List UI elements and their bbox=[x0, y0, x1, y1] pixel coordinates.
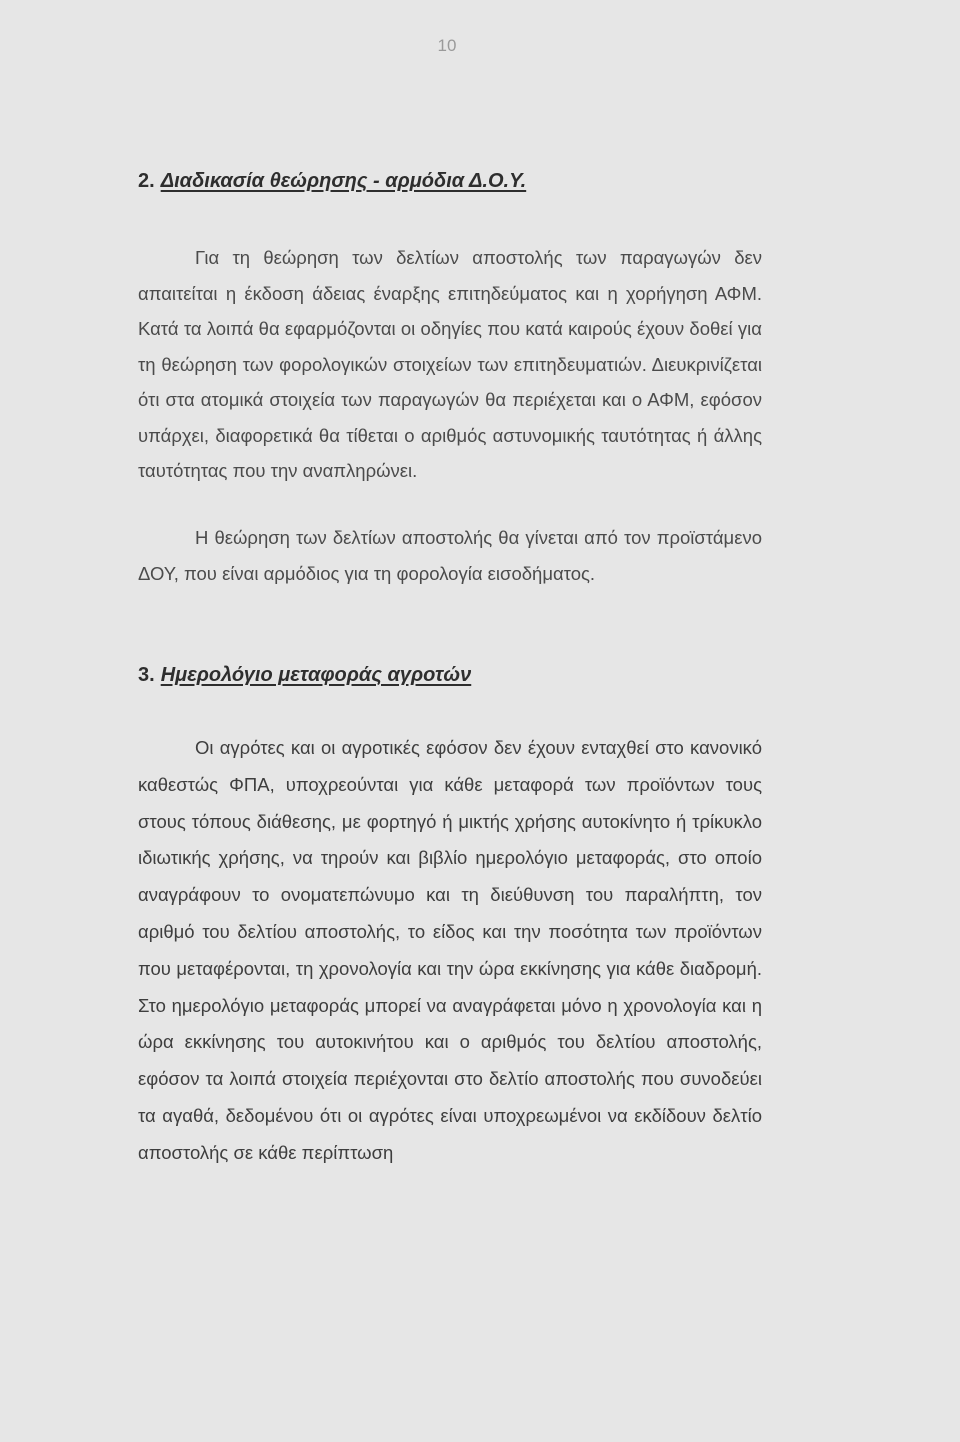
section-2-paragraph-1 bbox=[138, 240, 762, 489]
paragraph-text: Η θεώρηση των δελτίων αποστολής θα γίνεται από τον προϊστάμενο ΔΟΥ, που είναι αρμόδιος για τη φορολογία εισοδήματος. bbox=[138, 527, 762, 584]
section-3-number: 3. bbox=[138, 664, 155, 686]
section-2-number: 2. bbox=[138, 170, 155, 192]
section-3-heading bbox=[138, 664, 471, 687]
section-2-title: Διαδικασία θεώρησης - αρμόδια Δ.Ο.Υ. bbox=[160, 170, 527, 192]
paragraph-text: Για τη θεώρηση των δελτίων αποστολής των παραγωγών δεν απαιτείται η έκδοση άδειας έναρξης επιτηδεύματος και η χορήγηση ΑΦΜ. Κατά τα λοιπά θα εφαρμόζονται οι οδηγίες που κατά καιρούς έχουν δοθεί για τη θεώρηση των φορολογικών στοιχείων των επιτηδευματιών. Διευκρινίζεται ότι στα ατομικά στοιχεία των παραγωγών θα περιέχεται και ο ΑΦΜ, εφόσον υπάρχει, διαφορετικά θα τίθεται ο αριθμός αστυνομικής ταυτότητας ή άλλης ταυτότητας που την αναπληρώνει. bbox=[138, 247, 762, 481]
section-3-title: Ημερολόγιο μεταφοράς αγροτών bbox=[160, 664, 472, 686]
section-2-heading bbox=[138, 170, 526, 193]
page-number: 10 bbox=[437, 36, 457, 55]
paragraph-text: Οι αγρότες και οι αγροτικές εφόσον δεν έχουν ενταχθεί στο κανονικό καθεστώς ΦΠΑ, υποχρεούνται για κάθε μεταφορά των προϊόντων τους στους τόπους διάθεσης, με φορτηγό ή μικτής χρήσης αυτοκίνητο ή τρίκυκλο ιδιωτικής χρήσης, να τηρούν και βιβλίο ημερολόγιο μεταφοράς, στο οποίο αναγράφουν το ονοματεπώνυμο και τη διεύθυνση του παραλήπτη, τον αριθμό του δελτίου αποστολής, το είδος και την ποσότητα των προϊόντων που μεταφέρονται, τη χρονολογία και την ώρα εκκίνησης για κάθε διαδρομή. Στο ημερολόγιο μεταφοράς μπορεί να αναγράφεται μόνο η χρονολογία και η ώρα εκκίνησης του αυτοκινήτου και ο αριθμός του δελτίου αποστολής, εφόσον τα λοιπά στοιχεία περιέχονται στο δελτίο αποστολής που συνοδεύει τα αγαθά, δεδομένου ότι οι αγρότες είναι υποχρεωμένοι να εκδίδουν δελτίο αποστολής σε κάθε περίπτωση bbox=[138, 737, 762, 1163]
section-3-paragraph-1 bbox=[138, 730, 762, 1172]
section-2-paragraph-2 bbox=[138, 520, 762, 591]
